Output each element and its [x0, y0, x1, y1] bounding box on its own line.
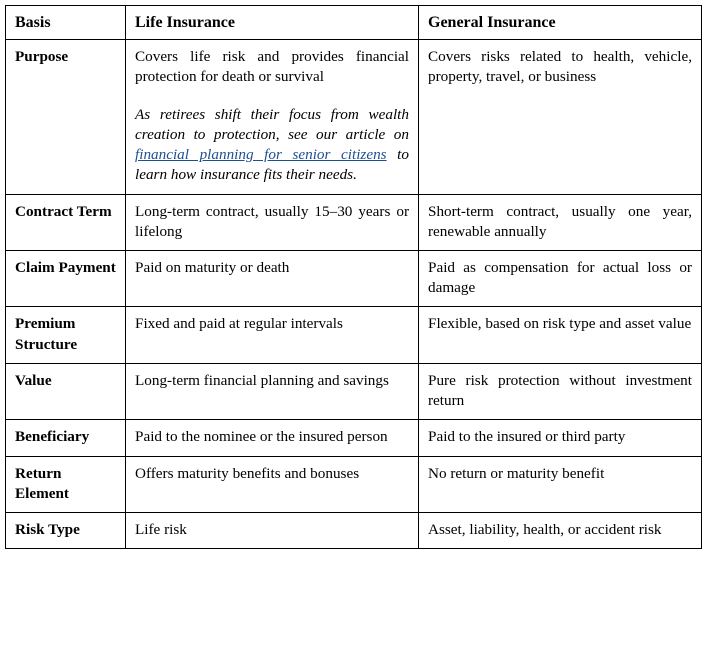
column-header-life-insurance: Life Insurance: [126, 6, 419, 40]
table-row: [6, 420, 702, 456]
row-label-risk-type: Risk Type: [6, 512, 126, 548]
cell-text: No return or maturity benefit: [428, 464, 605, 482]
cell-text: Flexible, based on risk type and asset value: [428, 315, 692, 333]
table-row: [6, 363, 702, 419]
row-label-beneficiary: Beneficiary: [6, 420, 126, 456]
table-header: [6, 6, 702, 40]
cell-risk-type-general: [419, 512, 702, 548]
row-label-purpose: Purpose: [6, 40, 126, 194]
cell-text: Long-term financial planning and savings: [135, 371, 389, 389]
cell-text: Paid to the nominee or the insured person: [135, 428, 388, 446]
cell-text: Paid on maturity or death: [135, 259, 290, 277]
column-header-basis: Basis: [6, 6, 126, 40]
cell-premium-structure-life: [126, 307, 419, 363]
row-label-value: Value: [6, 363, 126, 419]
cell-beneficiary-general: [419, 420, 702, 456]
cell-purpose-life: [126, 40, 419, 194]
table-row: [6, 512, 702, 548]
cell-text: Pure risk protection without investment return: [428, 371, 692, 410]
cell-premium-structure-general: [419, 307, 702, 363]
cell-text: Fixed and paid at regular intervals: [135, 315, 343, 333]
insurance-comparison-table: [5, 5, 702, 549]
table-header-row: [6, 6, 702, 40]
cell-return-element-life: [126, 456, 419, 512]
table-row: [6, 40, 702, 194]
cell-risk-type-life: [126, 512, 419, 548]
table-body: [6, 40, 702, 549]
cell-value-general: [419, 363, 702, 419]
cell-contract-term-life: [126, 194, 419, 250]
cell-purpose-general: [419, 40, 702, 194]
cell-text: Paid as compensation for actual loss or damage: [428, 259, 692, 297]
note-text-after: to learn how insurance fits their needs.: [135, 146, 409, 184]
table-row: [6, 251, 702, 307]
cell-claim-payment-life: [126, 251, 419, 307]
cell-text: Short-term contract, usually one year, renewable annually: [428, 202, 692, 240]
cell-return-element-general: [419, 456, 702, 512]
cell-text: Long-term contract, usually 15–30 years or lifelong: [135, 202, 409, 240]
cell-text: Covers risks related to health, vehicle, property, travel, or business: [428, 48, 692, 86]
row-label-premium-structure: Premium Structure: [6, 307, 126, 363]
note-text-before: As retirees shift their focus from wealth creation to protection, see our article on: [135, 105, 409, 143]
cell-beneficiary-life: [126, 420, 419, 456]
row-label-contract-term: Contract Term: [6, 194, 126, 250]
cell-text: Life risk: [135, 520, 187, 538]
cell-text: Offers maturity benefits and bonuses: [135, 464, 360, 482]
table-row: [6, 307, 702, 363]
table-row: [6, 194, 702, 250]
link-financial-planning-senior-citizens[interactable]: financial planning for senior citizens: [135, 146, 387, 164]
cell-contract-term-general: [419, 194, 702, 250]
column-header-general-insurance: General Insurance: [419, 6, 702, 40]
cell-note-with-link: [135, 105, 409, 186]
cell-text: Covers life risk and provides financial protection for death or survival: [135, 48, 409, 86]
cell-value-life: [126, 363, 419, 419]
cell-text: Asset, liability, health, or accident risk: [428, 520, 662, 538]
cell-claim-payment-general: [419, 251, 702, 307]
table-row: [6, 456, 702, 512]
cell-text: Paid to the insured or third party: [428, 428, 626, 446]
row-label-claim-payment: Claim Payment: [6, 251, 126, 307]
row-label-return-element: Return Element: [6, 456, 126, 512]
